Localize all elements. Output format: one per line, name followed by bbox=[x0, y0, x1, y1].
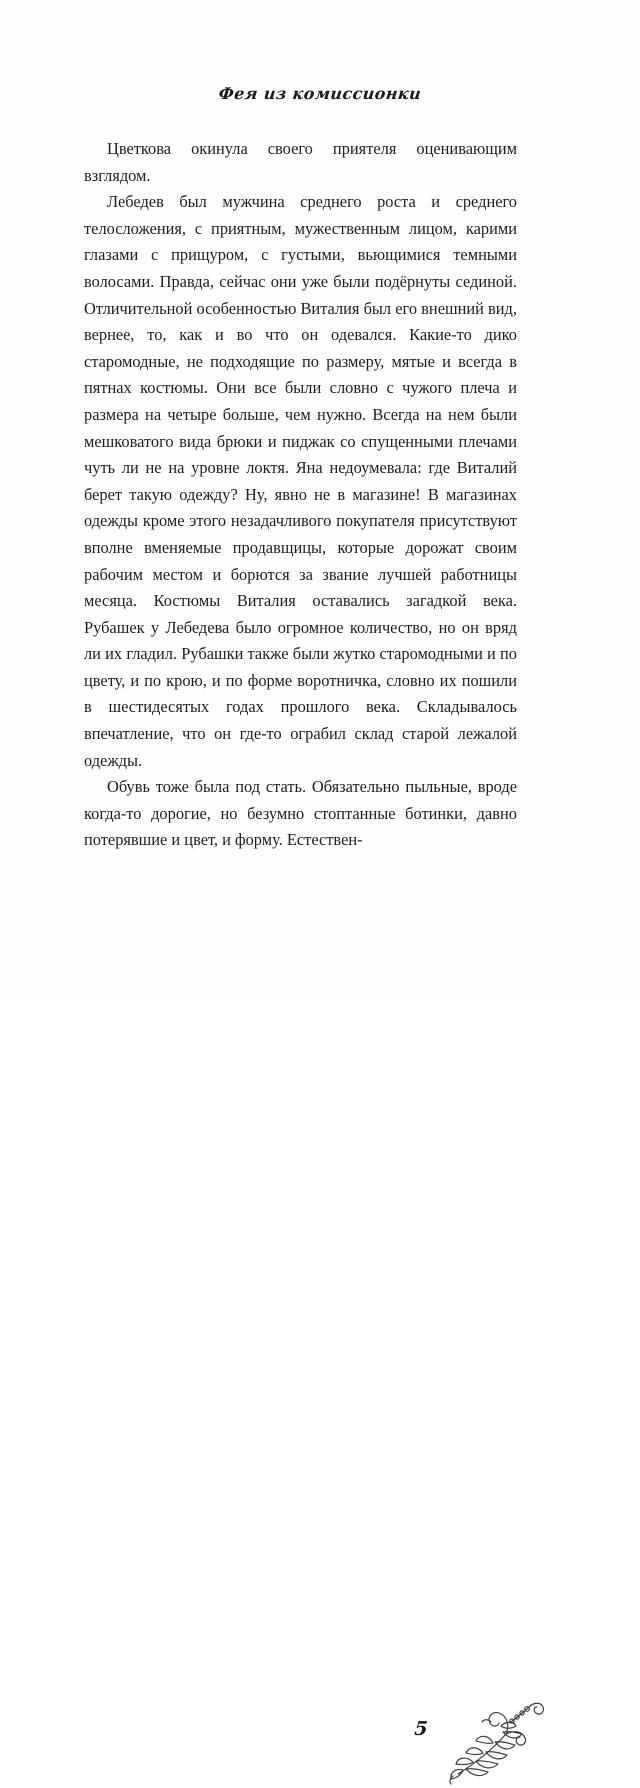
paragraph: Обувь тоже была под стать. Обязательно пыльные, вроде когда-то дорогие, но безумно стоптанные ботинки, давно потерявшие и цвет, и форму. Естествен- bbox=[84, 777, 517, 850]
floral-leaf-branch-ornament bbox=[444, 1696, 556, 1788]
paragraph: Цветкова окинула своего приятеля оценивающим взглядом. bbox=[84, 139, 517, 185]
page-number: 5 bbox=[413, 1718, 429, 1740]
page-footer bbox=[0, 856, 640, 1740]
body-text-block bbox=[84, 136, 517, 854]
paragraph: Лебедев был мужчина среднего роста и среднего телосложения, с приятным, мужественным лицом, карими глазами с прищуром, с густыми, вьющимися темными волосами. Правда, сейчас они уже были подёрнуты сединой. Отличительной особенностью Виталия был его внешний вид, вернее, то, как и во что он одевался. Какие-то дико старомодные, не подходящие по размеру, мятые и всегда в пятнах костюмы. Они все были словно с чужого плеча и размера на четыре больше, чем нужно. Всегда на нем были мешковатого вида брюки и пиджак со спущенными плечами чуть ли не на уровне локтя. Яна недоумевала: где Виталий берет такую одежду? Ну, явно не в магазине! В магазинах одежды кроме этого незадачливого покупателя присутствуют вполне вменяемые продавщицы, которые дорожат своим рабочим местом и борются за звание лучшей работницы месяца. Костюмы Виталия оставались загадкой века. Рубашек у Лебедева было огромное количество, но он вряд ли их гладил. Рубашки также были жутко старомодными и по цвету, и по крою, и по форме воротничка, словно их пошили в шестидесятых годах прошлого века. Складывалось впечатление, что он где-то ограбил склад старой лежалой одежды. bbox=[84, 192, 517, 770]
running-head: Фея из комиссионки bbox=[217, 84, 423, 103]
